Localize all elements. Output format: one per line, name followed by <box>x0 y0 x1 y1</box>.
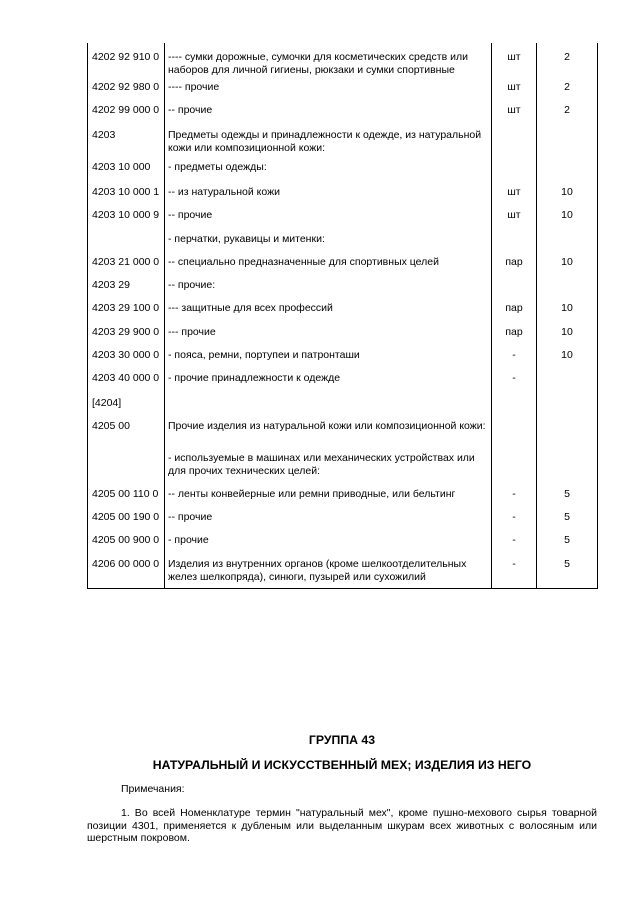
code-cell: 4205 00 900 0 <box>88 530 165 554</box>
description-cell <box>165 392 492 414</box>
rate-cell <box>537 446 598 484</box>
unit-cell: - <box>492 484 537 507</box>
rate-cell <box>537 275 598 298</box>
description-cell: - перчатки, рукавицы и митенки: <box>165 228 492 252</box>
code-cell: 4205 00 <box>88 414 165 446</box>
unit-cell <box>492 158 537 182</box>
table-row <box>88 484 598 507</box>
unit-cell: пар <box>492 252 537 275</box>
unit-cell: шт <box>492 77 537 100</box>
description-cell: -- специально предназначенные для спортивных целей <box>165 252 492 275</box>
table-row <box>88 554 598 588</box>
rate-cell: 10 <box>537 252 598 275</box>
table-row <box>88 77 598 100</box>
description-cell: -- ленты конвейерные или ремни приводные, или бельтинг <box>165 484 492 507</box>
code-cell: [4204] <box>88 392 165 414</box>
code-cell: 4203 40 000 0 <box>88 368 165 392</box>
table-row <box>88 368 598 392</box>
unit-cell <box>492 123 537 158</box>
description-cell: - используемые в машинах или механических устройствах или для прочих технических целей: <box>165 446 492 484</box>
code-cell: 4202 92 980 0 <box>88 77 165 100</box>
code-cell: 4203 29 <box>88 275 165 298</box>
code-cell: 4203 10 000 9 <box>88 205 165 228</box>
description-cell: --- прочие <box>165 322 492 345</box>
description-cell: -- прочие: <box>165 275 492 298</box>
code-cell: 4203 21 000 0 <box>88 252 165 275</box>
code-cell: 4203 10 000 1 <box>88 182 165 205</box>
description-cell: ---- прочие <box>165 77 492 100</box>
rate-cell <box>537 414 598 446</box>
code-cell: 4203 29 100 0 <box>88 298 165 322</box>
unit-cell: - <box>492 530 537 554</box>
code-cell: 4203 <box>88 123 165 158</box>
table-row <box>88 205 598 228</box>
table-row <box>88 43 598 77</box>
description-cell: Прочие изделия из натуральной кожи или композиционной кожи: <box>165 414 492 446</box>
rate-cell: 10 <box>537 182 598 205</box>
description-cell: Предметы одежды и принадлежности к одежде, из натуральной кожи или композиционной кожи: <box>165 123 492 158</box>
code-cell: 4205 00 190 0 <box>88 507 165 530</box>
rate-cell: 2 <box>537 77 598 100</box>
description-cell: -- из натуральной кожи <box>165 182 492 205</box>
table-row <box>88 507 598 530</box>
code-cell <box>88 228 165 252</box>
note-item: 1. Во всей Номенклатуре термин "натуральный мех", кроме пушно-мехового сырья товарной позиции 4301, применяется к дубленым или выделанным шкурам всех животных с волосяным или шерстным покровом. <box>87 807 597 844</box>
code-cell <box>88 446 165 484</box>
table-row <box>88 100 598 123</box>
description-cell: - прочие принадлежности к одежде <box>165 368 492 392</box>
rate-cell <box>537 392 598 414</box>
rate-cell: 5 <box>537 554 598 588</box>
code-cell: 4202 92 910 0 <box>88 43 165 77</box>
description-cell: -- прочие <box>165 100 492 123</box>
table-row <box>88 182 598 205</box>
description-cell: - прочие <box>165 530 492 554</box>
description-cell: --- защитные для всех профессий <box>165 298 492 322</box>
rate-cell: 5 <box>537 484 598 507</box>
unit-cell <box>492 275 537 298</box>
table-row <box>88 228 598 252</box>
unit-cell: шт <box>492 205 537 228</box>
table-row <box>88 123 598 158</box>
description-cell: - пояса, ремни, портупеи и патронташи <box>165 345 492 368</box>
table-row <box>88 322 598 345</box>
code-cell: 4205 00 110 0 <box>88 484 165 507</box>
rate-cell <box>537 158 598 182</box>
table-row <box>88 275 598 298</box>
rate-cell: 5 <box>537 530 598 554</box>
group-title: ГРУППА 43 <box>308 733 376 747</box>
unit-cell: - <box>492 345 537 368</box>
table-row <box>88 392 598 414</box>
unit-cell <box>492 414 537 446</box>
rate-cell <box>537 368 598 392</box>
code-cell: 4202 99 000 0 <box>88 100 165 123</box>
code-cell: 4203 29 900 0 <box>88 322 165 345</box>
rate-cell: 10 <box>537 205 598 228</box>
description-cell: - предметы одежды: <box>165 158 492 182</box>
unit-cell: - <box>492 368 537 392</box>
unit-cell: - <box>492 554 537 588</box>
tariff-table <box>87 43 598 589</box>
unit-cell <box>492 228 537 252</box>
chapter-heading: НАТУРАЛЬНЫЙ И ИСКУССТВЕННЫЙ МЕХ; ИЗДЕЛИЯ ИЗ НЕГО <box>152 758 532 772</box>
rate-cell: 10 <box>537 298 598 322</box>
rate-cell: 5 <box>537 507 598 530</box>
table-row <box>88 252 598 275</box>
rate-cell: 10 <box>537 345 598 368</box>
description-cell: -- прочие <box>165 205 492 228</box>
rate-cell <box>537 228 598 252</box>
unit-cell: пар <box>492 322 537 345</box>
unit-cell: шт <box>492 182 537 205</box>
unit-cell: шт <box>492 100 537 123</box>
notes-label: Примечания: <box>121 783 185 795</box>
unit-cell <box>492 392 537 414</box>
unit-cell <box>492 446 537 484</box>
code-cell: 4203 30 000 0 <box>88 345 165 368</box>
table-row <box>88 446 598 484</box>
table-row <box>88 530 598 554</box>
description-cell: -- прочие <box>165 507 492 530</box>
unit-cell: шт <box>492 43 537 77</box>
table-row <box>88 298 598 322</box>
description-cell: Изделия из внутренних органов (кроме шелкоотделительных желез шелкопряда), синюги, пузырей или сухожилий <box>165 554 492 588</box>
code-cell: 4203 10 000 <box>88 158 165 182</box>
table-row <box>88 158 598 182</box>
table-row <box>88 345 598 368</box>
rate-cell: 2 <box>537 100 598 123</box>
rate-cell: 10 <box>537 322 598 345</box>
table-row <box>88 414 598 446</box>
rate-cell: 2 <box>537 43 598 77</box>
unit-cell: пар <box>492 298 537 322</box>
rate-cell <box>537 123 598 158</box>
description-cell: ---- сумки дорожные, сумочки для косметических средств или наборов для личной гигиены, рюкзаки и сумки спортивные <box>165 43 492 77</box>
unit-cell: - <box>492 507 537 530</box>
code-cell: 4206 00 000 0 <box>88 554 165 588</box>
